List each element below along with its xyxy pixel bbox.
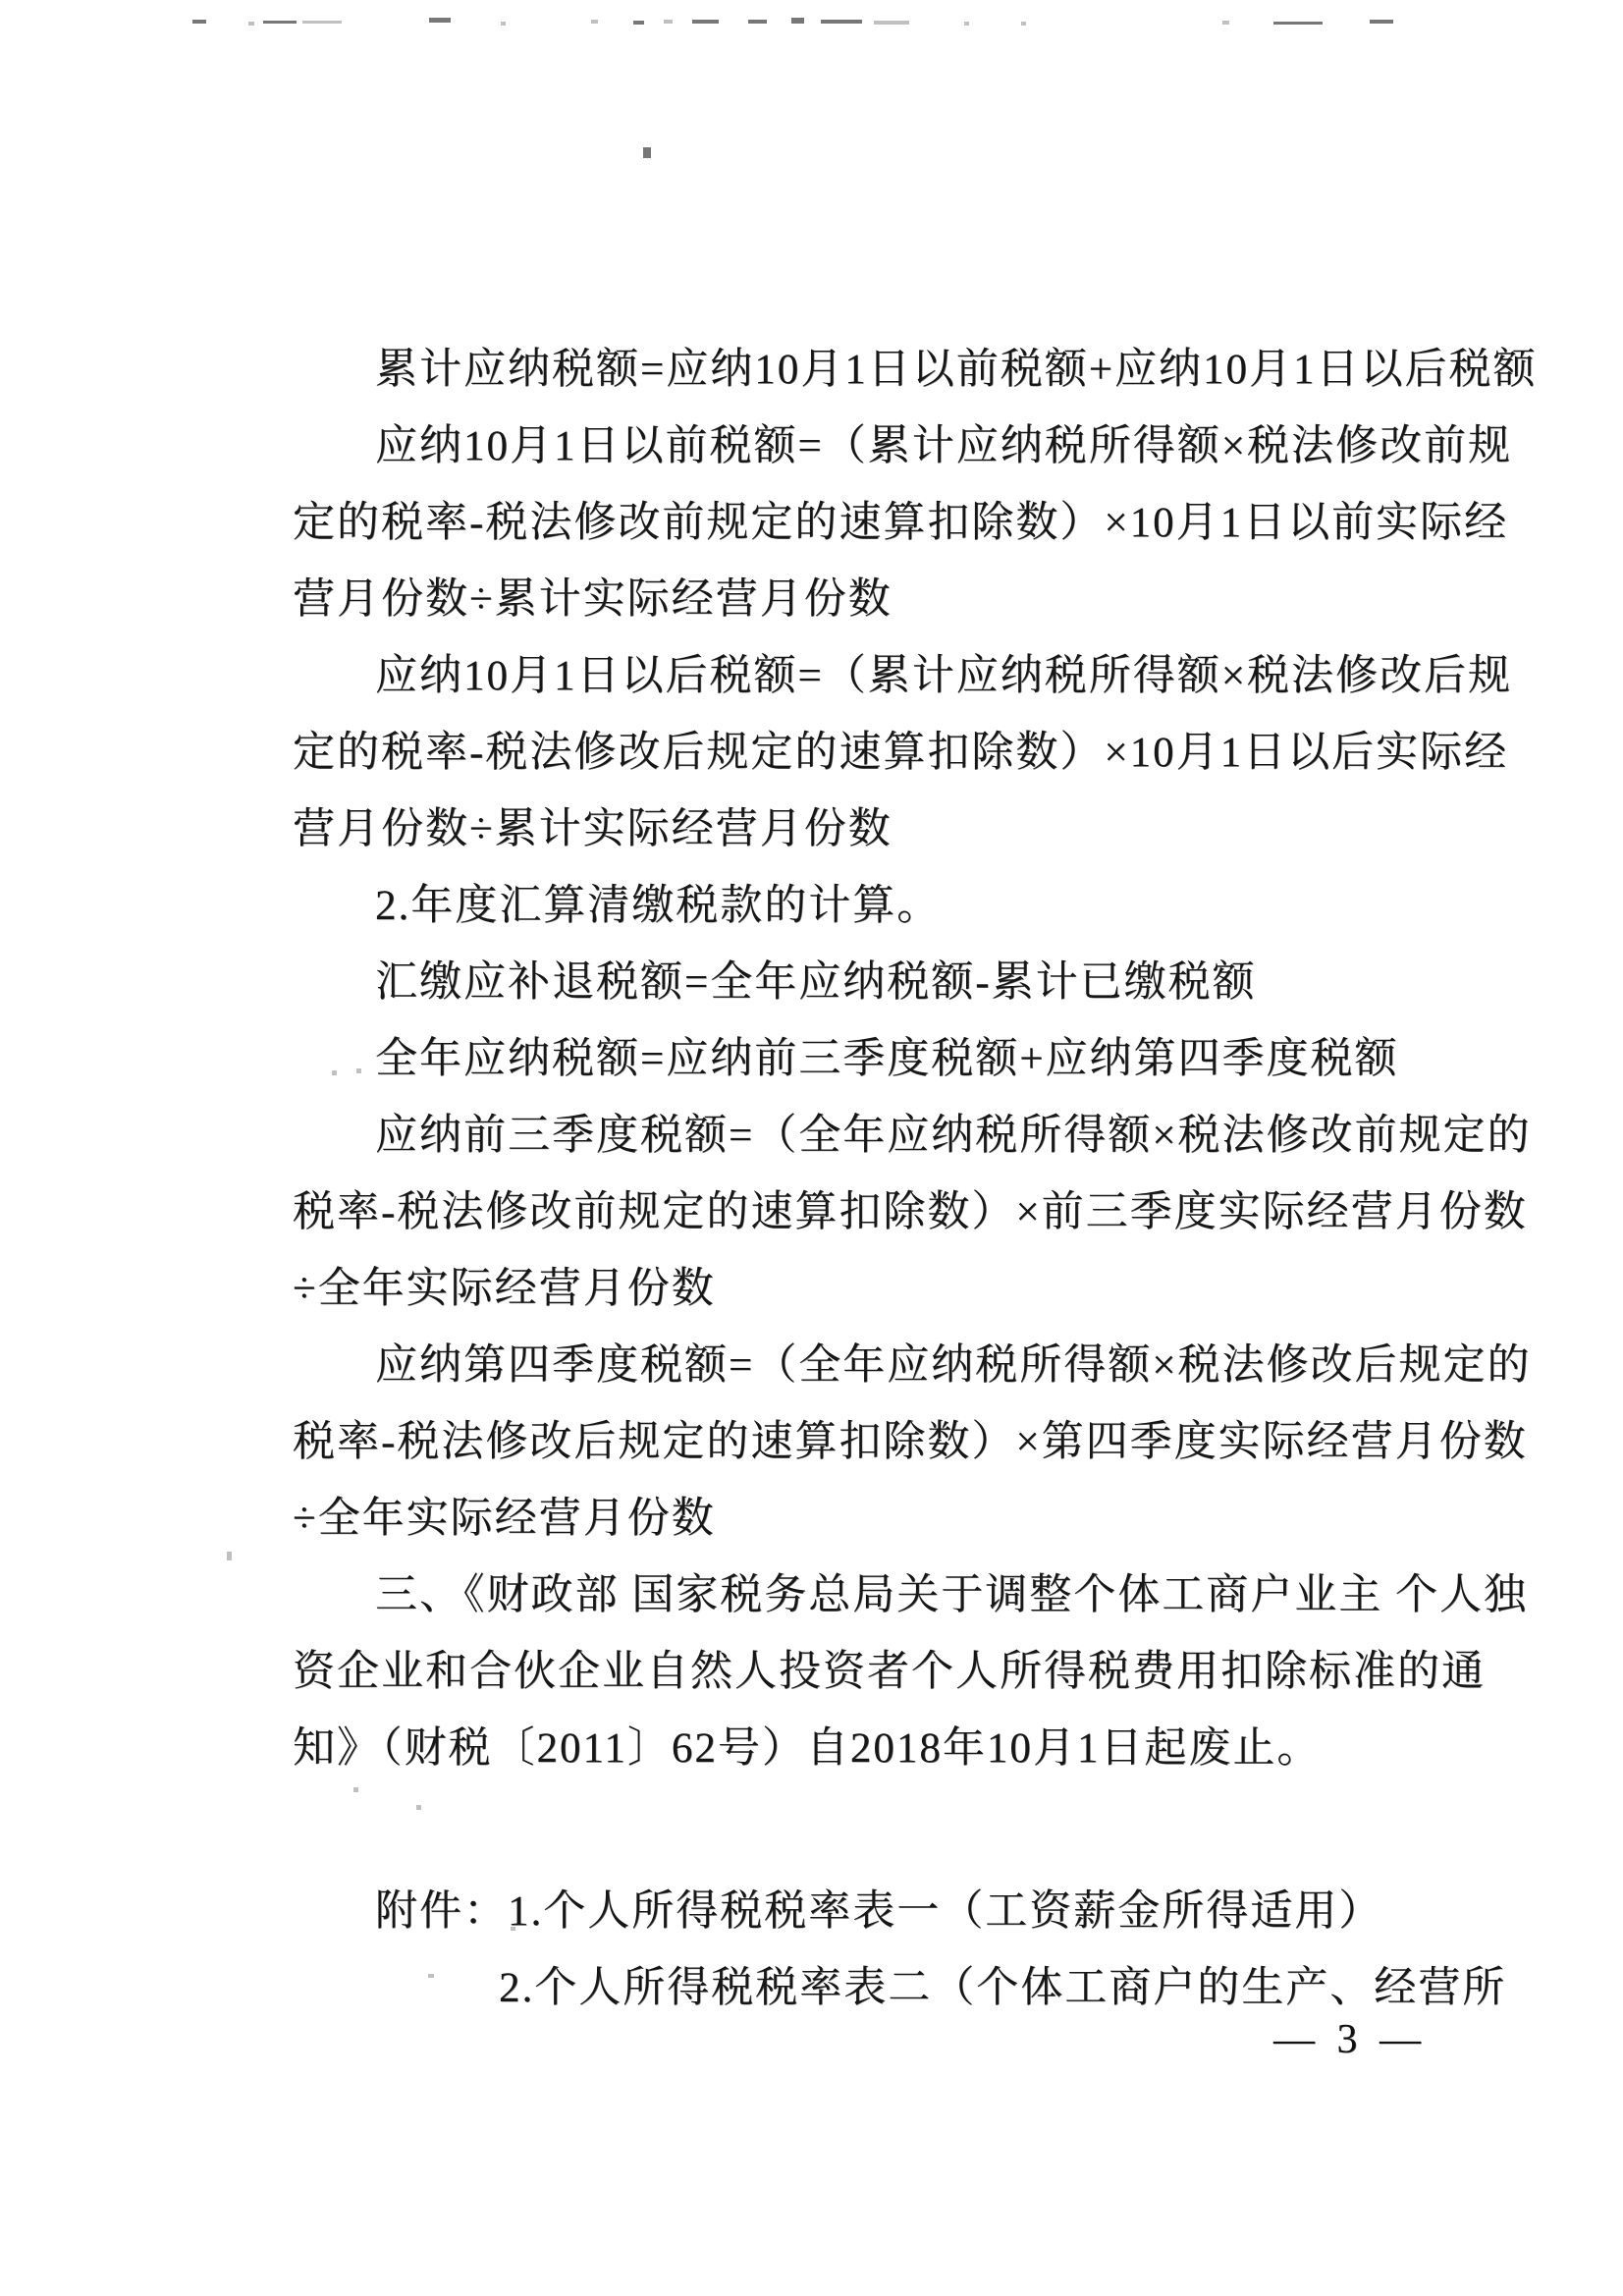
text-line: 营月份数÷累计实际经营月份数 bbox=[293, 576, 893, 623]
text-line: ÷全年实际经营月份数 bbox=[293, 1496, 716, 1542]
page-number: — 3 — bbox=[1273, 2017, 1427, 2062]
text-line: 知》（财税〔2011〕62号）自2018年10月1日起废止。 bbox=[293, 1725, 1322, 1772]
text-line: 全年应纳税额=应纳前三季度税额+应纳第四季度税额 bbox=[375, 1036, 1399, 1082]
text-line: 营月份数÷累计实际经营月份数 bbox=[293, 806, 893, 852]
text-line: 税率-税法修改后规定的速算扣除数）×第四季度实际经营月份数 bbox=[293, 1419, 1528, 1465]
text-line: ÷全年实际经营月份数 bbox=[293, 1266, 716, 1312]
text-line: 定的税率-税法修改后规定的速算扣除数）×10月1日以后实际经 bbox=[293, 730, 1509, 776]
text-line: 汇缴应补退税额=全年应纳税额-累计已缴税额 bbox=[375, 959, 1257, 1006]
text-line: 应纳10月1日以前税额=（累计应纳税所得额×税法修改前规 bbox=[375, 423, 1513, 469]
text-line: 应纳第四季度税额=（全年应纳税所得额×税法修改后规定的 bbox=[375, 1342, 1532, 1389]
text-line: 2.年度汇算清缴税款的计算。 bbox=[375, 883, 942, 929]
text-line: 三、《财政部 国家税务总局关于调整个体工商户业主 个人独 bbox=[375, 1572, 1528, 1618]
text-line: 累计应纳税额=应纳10月1日以前税额+应纳10月1日以后税额 bbox=[375, 347, 1538, 393]
text-line: 资企业和合伙企业自然人投资者个人所得税费用扣除标准的通 bbox=[293, 1649, 1486, 1695]
text-line: 税率-税法修改前规定的速算扣除数）×前三季度实际经营月份数 bbox=[293, 1189, 1528, 1235]
document-body bbox=[293, 332, 1538, 2027]
text-line: 2.个人所得税税率表二（个体工商户的生产、经营所 bbox=[499, 1965, 1507, 2011]
text-line: 附件：1.个人所得税税率表一（工资薪金所得适用） bbox=[375, 1888, 1383, 1935]
text-line: 应纳前三季度税额=（全年应纳税所得额×税法修改前规定的 bbox=[375, 1113, 1532, 1159]
text-line: 定的税率-税法修改前规定的速算扣除数）×10月1日以前实际经 bbox=[293, 500, 1509, 546]
text-line: 应纳10月1日以后税额=（累计应纳税所得额×税法修改后规 bbox=[375, 653, 1513, 699]
